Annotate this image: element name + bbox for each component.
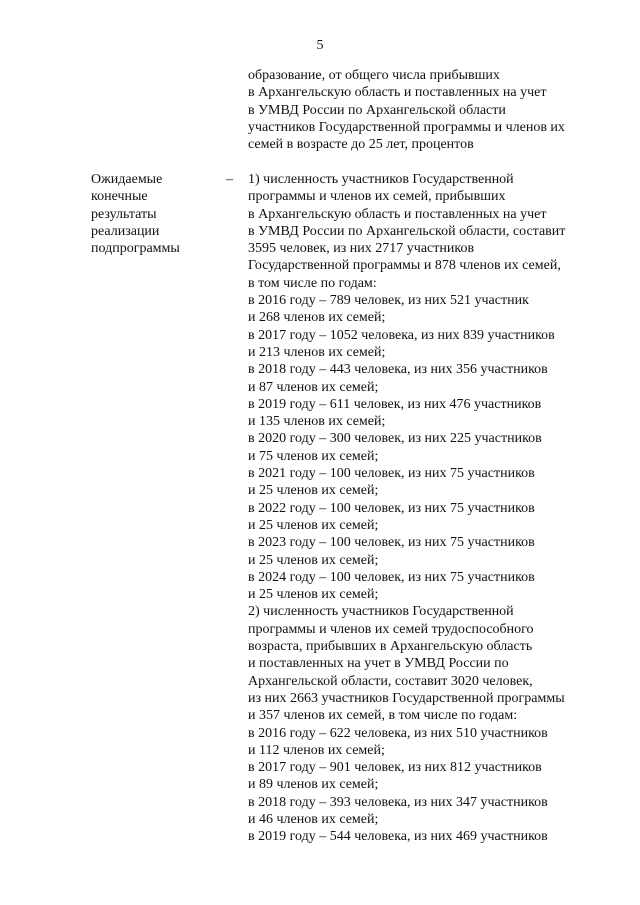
text-line: и 135 членов их семей; — [248, 414, 386, 430]
label-line: реализации — [91, 223, 160, 239]
text-line: из них 2663 участников Государственной программы — [248, 690, 565, 706]
page-number: 5 — [316, 38, 324, 53]
text-line: и 357 членов их семей, в том числе по годам: — [248, 708, 518, 724]
text-line: и 89 членов их семей; — [248, 777, 379, 793]
text-line: в Архангельскую область и поставленных на учет — [248, 206, 547, 222]
text-line: возраста, прибывших в Архангельскую область — [248, 639, 533, 655]
text-line: в УМВД России по Архангельской области, составит — [248, 223, 566, 239]
text-line: и 213 членов их семей; — [248, 344, 386, 360]
text-line: в 2016 году – 622 человека, из них 510 участников — [248, 725, 548, 741]
text-line: в 2017 году – 901 человек, из них 812 участников — [248, 760, 542, 776]
text-line: в Архангельскую область и поставленных на учет — [248, 85, 547, 101]
text-line: семей в возрасте до 25 лет, процентов — [248, 137, 474, 153]
text-line: 1) численность участников Государственной — [248, 172, 514, 187]
text-line: в 2018 году – 443 человека, из них 356 участников — [248, 362, 548, 378]
text-line: в 2019 году – 544 человека, из них 469 участников — [248, 829, 548, 845]
label-line: конечные — [91, 189, 148, 205]
text-line: в том числе по годам: — [248, 275, 377, 291]
row-label — [91, 171, 180, 257]
label-line: результаты — [91, 206, 157, 222]
text-line: программы и членов их семей трудоспособного — [248, 621, 534, 637]
text-line: и поставленных на учет в УМВД России по — [248, 656, 509, 672]
text-line: и 25 членов их семей; — [248, 587, 379, 603]
text-line: программы и членов их семей, прибывших — [248, 189, 506, 205]
text-line: в 2021 году – 100 человек, из них 75 участников — [248, 466, 535, 482]
text-line: Архангельской области, составит 3020 человек, — [248, 673, 533, 689]
text-line: и 112 членов их семей; — [248, 742, 385, 758]
text-line: в УМВД России по Архангельской области — [248, 102, 506, 118]
label-line: подпрограммы — [91, 241, 180, 257]
text-line: 3595 человек, из них 2717 участников — [248, 241, 475, 257]
text-line: в 2019 году – 611 человек, из них 476 участников — [248, 396, 542, 412]
text-line: и 25 членов их семей; — [248, 552, 379, 568]
row-dash: – — [226, 172, 233, 187]
text-line: в 2022 году – 100 человек, из них 75 участников — [248, 500, 535, 516]
text-line: в 2018 году – 393 человека, из них 347 участников — [248, 794, 548, 810]
text-line: и 25 членов их семей; — [248, 483, 379, 499]
text-line: и 25 членов их семей; — [248, 517, 379, 533]
text-line: в 2020 году – 300 человек, из них 225 участников — [248, 431, 542, 447]
text-line: в 2017 году – 1052 человека, из них 839 участников — [248, 327, 555, 343]
text-line: участников Государственной программы и членов их — [248, 119, 565, 135]
label-line: Ожидаемые — [91, 172, 163, 187]
top-continuation-text — [248, 67, 565, 153]
text-line: 2) численность участников Государственной — [248, 604, 514, 620]
text-line: в 2024 году – 100 человек, из них 75 участников — [248, 569, 535, 585]
text-line: и 268 членов их семей; — [248, 310, 386, 326]
text-line: Государственной программы и 878 членов их семей, — [248, 258, 561, 274]
text-line: в 2016 году – 789 человек, из них 521 участник — [248, 293, 529, 309]
text-line: образование, от общего числа прибывших — [248, 68, 500, 83]
text-line: и 75 членов их семей; — [248, 448, 379, 464]
text-line: в 2023 году – 100 человек, из них 75 участников — [248, 535, 535, 551]
text-line: и 46 членов их семей; — [248, 811, 379, 827]
row-content — [248, 171, 565, 846]
text-line: и 87 членов их семей; — [248, 379, 379, 395]
